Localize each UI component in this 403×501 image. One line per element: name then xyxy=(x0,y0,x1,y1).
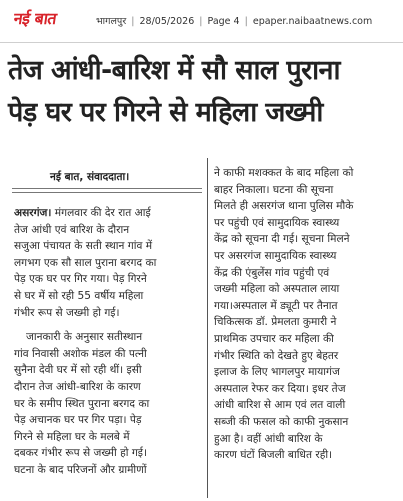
page-number: Page 4 xyxy=(207,16,240,27)
body-text: मंगलवार की देर रात आई xyxy=(51,207,151,219)
body-line: तेज आंधी एवं बारिश के दौरान xyxy=(14,223,130,236)
body-line: गंभीर रूप से जख्मी हो गई। xyxy=(14,306,120,319)
body-line: गंभीर स्थिति को देखते हुए बेहतर xyxy=(214,349,339,362)
body-line: पर पहुंची एवं सामुदायिक स्वास्थ्य xyxy=(214,216,340,229)
body-line: दबकर गंभीर रूप से जख्मी हो गई। xyxy=(14,447,148,460)
article-left-column xyxy=(14,205,204,479)
body-line: जख्मी महिला को अस्पताल लाया xyxy=(214,283,340,296)
body-line: घर के समीप स्थित पुराना बरगद का xyxy=(14,397,150,410)
body-line: मिलते ही असरगंज थाना पुलिस मौके xyxy=(214,200,354,213)
body-line: जानकारी के अनुसार सतीस्थान xyxy=(26,331,143,344)
body-line xyxy=(14,205,204,222)
body-line: पर असरगंज सामुदायिक स्वास्थ्य xyxy=(214,249,337,262)
paragraph-gap xyxy=(14,321,204,329)
body-line: केंद्र को सूचना दी गई। सूचना मिलने xyxy=(214,233,350,246)
site-link[interactable]: epaper.naibaatnews.com xyxy=(252,16,373,27)
article-right-column xyxy=(214,165,400,464)
body-line: सुनैना देवी घर में सो रही थीं। इसी xyxy=(14,364,142,377)
edition-date: 28/05/2026 xyxy=(139,16,195,27)
headline-line: पेड़ घर पर गिरने से महिला जख्मी xyxy=(8,97,323,128)
body-line: लगभग एक सौ साल पुराना बरगद का xyxy=(14,256,157,269)
byline: नई बात, संवाददाता। xyxy=(50,171,130,183)
body-line: बाहर निकाला। घटना की सूचना xyxy=(214,183,334,196)
edition-meta xyxy=(96,14,372,27)
newspaper-logo[interactable]: नई बात xyxy=(12,9,58,28)
body-line: केंद्र की एंबुलेंस गांव पहुंची एवं xyxy=(214,266,330,279)
body-line: पेड़ एक घर पर गिर गया। पेड़ गिरने xyxy=(14,273,147,286)
body-line: आंधी बारिश से आम एवं लत वाली xyxy=(214,399,346,412)
body-line: पेड़ अचानक घर पर गिर पड़ा। पेड़ xyxy=(14,414,142,427)
column-divider xyxy=(207,158,208,498)
body-line: कारण घंटों बिजली बाधित रही। xyxy=(214,449,333,462)
edition-city: भागलपुर xyxy=(96,16,127,27)
body-line: अस्पताल रेफर कर दिया। इधर तेज xyxy=(214,382,346,395)
meta-separator: | xyxy=(131,16,135,27)
masthead xyxy=(0,0,403,43)
body-line: गांव निवासी अशोक मंडल की पत्नी xyxy=(14,347,147,360)
body-line: गया।अस्पताल में ड्यूटी पर तैनात xyxy=(214,299,338,312)
body-line: हुआ है। वहीं आंधी बारिश के xyxy=(214,432,323,445)
body-line: इलाज के लिए भागलपुर मायागंज xyxy=(214,366,340,379)
body-line: सब्जी की फसल को काफी नुकसान xyxy=(214,415,349,428)
body-line: घटना के बाद परिजनों और ग्रामीणों xyxy=(14,463,147,476)
body-line: प्राथमिक उपचार कर महिला की xyxy=(214,332,334,345)
meta-separator: | xyxy=(199,16,203,27)
body-line: गिरने से महिला घर के मलबे में xyxy=(14,430,130,443)
byline-divider xyxy=(12,192,202,193)
body-line: ने काफी मशक्कत के बाद महिला को xyxy=(214,167,354,179)
dateline: असरगंज। xyxy=(14,207,52,219)
meta-separator: | xyxy=(244,16,248,27)
article-headline xyxy=(8,50,398,134)
byline-divider xyxy=(12,188,202,189)
body-line: चिकित्सक डॉ. प्रेमलता कुमारी ने xyxy=(214,316,337,329)
headline-line: तेज आंधी-बारिश में सौ साल पुराना xyxy=(8,55,340,86)
body-line: दौरान तेज आंधी-बारिश के कारण xyxy=(14,380,141,393)
body-line: से घर में सो रही 55 वर्षीय महिला xyxy=(14,289,144,302)
body-line: सजुआ पंचायत के सती स्थान गांव में xyxy=(14,240,153,253)
